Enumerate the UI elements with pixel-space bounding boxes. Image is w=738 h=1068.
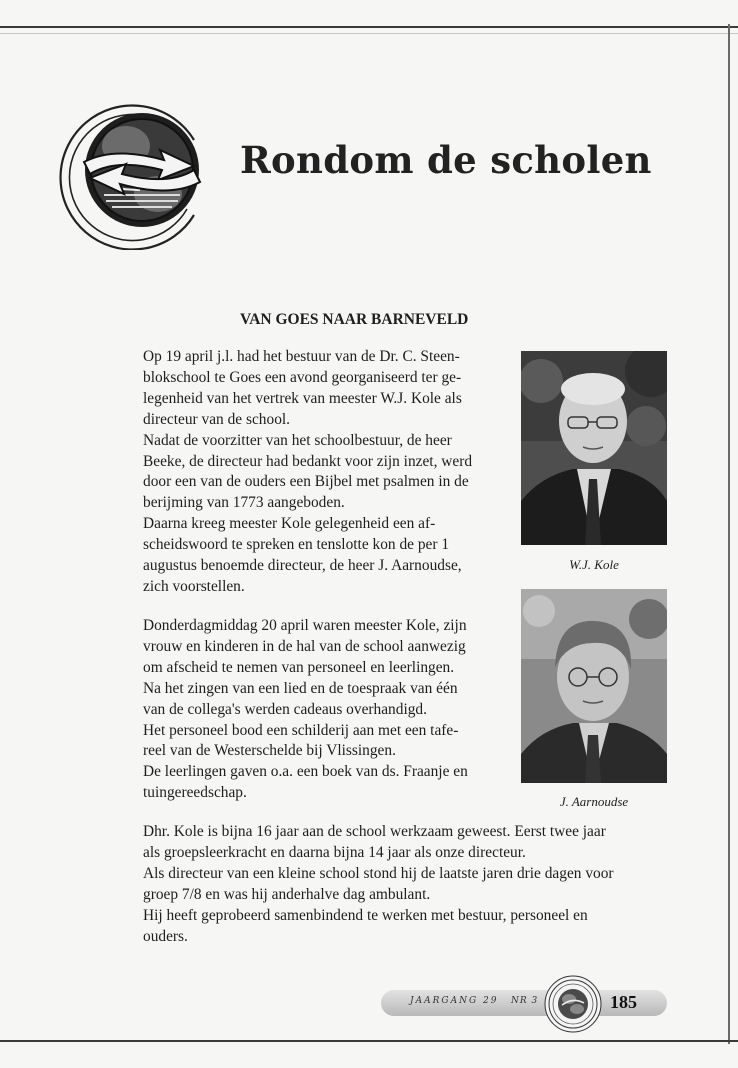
article-block-1 <box>143 347 510 598</box>
photo-caption: W.J. Kole <box>569 557 619 572</box>
text-line: Het personeel bood een schilderij aan met een tafe- <box>143 721 459 739</box>
text-line: legenheid van het vertrek van meester W.J. Kole als <box>143 389 462 407</box>
text-line: als groepsleerkracht en daarna bijna 14 jaar als onze directeur. <box>143 843 526 861</box>
top-rule-thin <box>0 33 738 34</box>
text-line: Hij heeft geprobeerd samenbindend te werken met bestuur, personeel en <box>143 906 588 924</box>
text-line: Als directeur van een kleine school stond hij de laatste jaren drie dagen voor <box>143 864 614 882</box>
page-title: Rondom de scholen <box>240 138 652 182</box>
article-heading: VAN GOES NAAR BARNEVELD <box>240 311 469 328</box>
portrait-photo-kole <box>521 351 667 545</box>
text-line: Daarna kreeg meester Kole gelegenheid een af- <box>143 515 436 533</box>
text-line: tuingereedschap. <box>143 784 247 802</box>
text-line: van de collega's werden cadeaus overhandigd. <box>143 700 427 718</box>
bottom-rule <box>0 1040 738 1042</box>
photo-caption: J. Aarnoudse <box>559 794 629 809</box>
text-line: Beeke, de directeur had bedankt voor zijn inzet, werd <box>143 452 473 470</box>
article-block-3 <box>143 822 673 947</box>
text-line: Dhr. Kole is bijna 16 jaar aan de school werkzaam geweest. Eerst twee jaar <box>143 823 606 840</box>
swirl-emblem-icon <box>44 90 214 250</box>
text-line: om afscheid te nemen van personeel en leerlingen. <box>143 658 455 676</box>
text-line: Donderdagmiddag 20 april waren meester Kole, zijn <box>143 617 467 634</box>
text-line: zich voorstellen. <box>143 577 245 595</box>
text-line: door een van de ouders een Bijbel met psalmen in de <box>143 473 469 491</box>
page-edge <box>728 24 730 1044</box>
text-line: De leerlingen gaven o.a. een boek van ds. Fraanje en <box>143 763 468 781</box>
text-line: augustus benoemde directeur, de heer J. Aarnoudse, <box>143 557 462 575</box>
text-line: Op 19 april j.l. had het bestuur van de Dr. C. Steen- <box>143 348 460 365</box>
text-line: Na het zingen van een lied en de toespraak van één <box>143 679 458 697</box>
page-number: 185 <box>610 992 637 1012</box>
text-line: Nadat de voorzitter van het schoolbestuur, de heer <box>143 431 452 449</box>
text-line: blokschool te Goes een avond georganiseerd ter ge- <box>143 368 462 386</box>
text-line: scheidswoord te spreken en tenslotte kon de per 1 <box>143 536 450 554</box>
text-line: reel van de Westerschelde bij Vlissingen. <box>143 742 396 760</box>
article-block-2 <box>143 616 510 804</box>
text-line: vrouw en kinderen in de hal van de school aanwezig <box>143 637 466 655</box>
footer-emblem-icon <box>544 975 602 1033</box>
text-line: directeur van de school. <box>143 410 291 428</box>
text-line: berijming van 1773 aangeboden. <box>143 494 345 512</box>
footer-volume: JAARGANG 29 <box>410 996 499 1006</box>
footer-issue: NR 3 <box>511 996 539 1006</box>
top-rule <box>0 26 738 28</box>
text-line: groep 7/8 en was hij anderhalve dag ambulant. <box>143 885 431 903</box>
text-line: ouders. <box>143 927 188 945</box>
portrait-photo-aarnoudse <box>521 589 667 783</box>
